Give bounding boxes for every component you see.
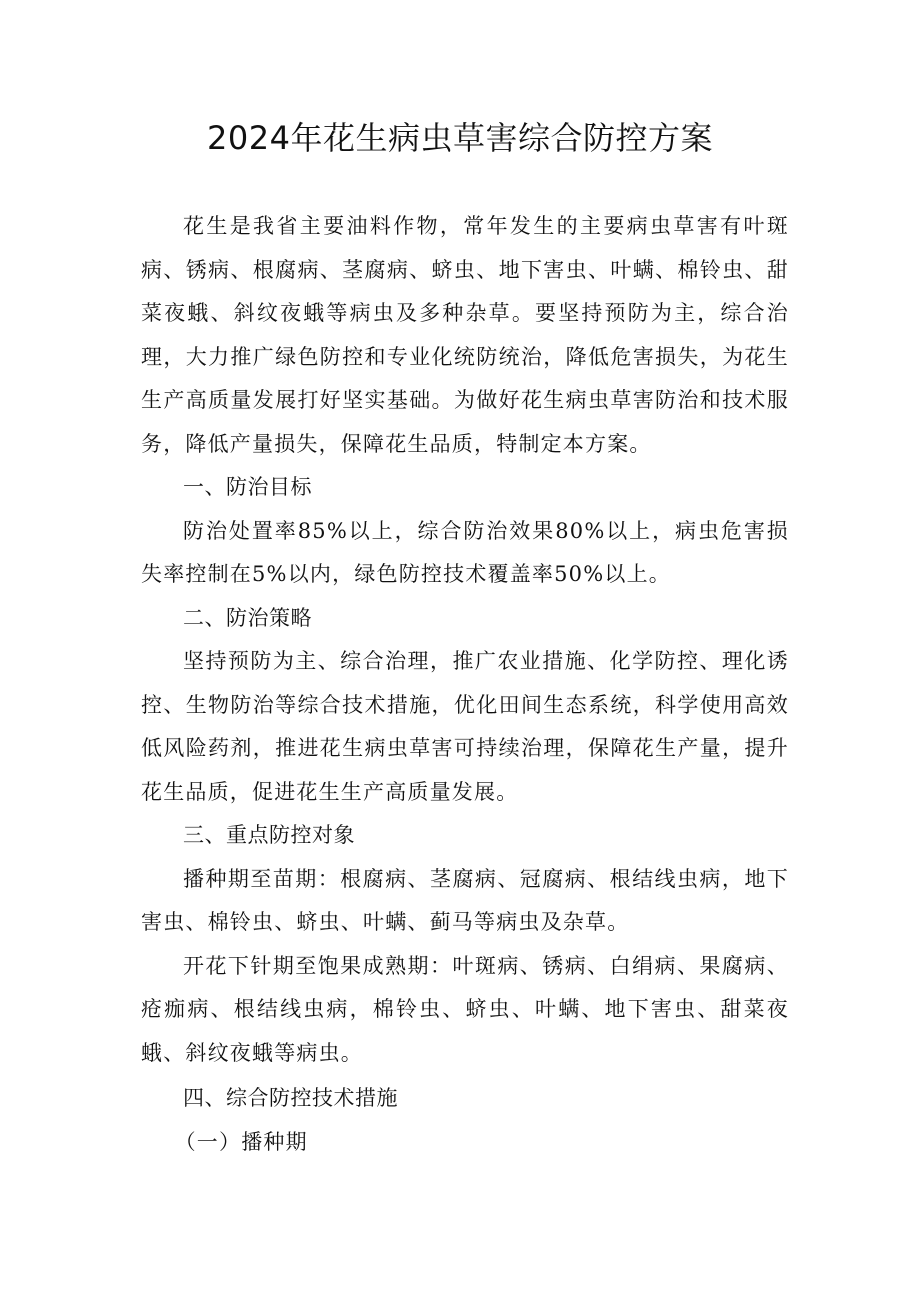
document-title: 2024年花生病虫草害综合防控方案	[207, 119, 713, 157]
targets-paragraph-flowering: 开花下针期至饱果成熟期：叶斑病、锈病、白绢病、果腐病、疮痂病、根结线虫病，棉铃虫、蛴虫、叶螨、地下害虫、甜菜夜蛾、斜纹夜蛾等病虫。	[141, 953, 789, 1065]
goals-paragraph: 防治处置率85%以上，综合防治效果80%以上，病虫危害损失率控制在5%以内，绿色防控技术覆盖率50%以上。	[141, 518, 789, 586]
document-body	[141, 205, 789, 1164]
section-heading-strategy: 二、防治策略	[183, 605, 312, 630]
subsection-heading-sowing: （一）播种期	[174, 1129, 308, 1154]
targets-paragraph-seedling: 播种期至苗期：根腐病、茎腐病、冠腐病、根结线虫病，地下害虫、棉铃虫、蛴虫、叶螨、蓟马等病虫及杂草。	[141, 866, 789, 934]
section-heading-targets: 三、重点防控对象	[183, 823, 355, 847]
section-heading-measures: 四、综合防控技术措施	[183, 1086, 398, 1110]
section-heading-goals: 一、防治目标	[183, 475, 312, 499]
strategy-paragraph: 坚持预防为主、综合治理，推广农业措施、化学防控、理化诱控、生物防治等综合技术措施，优化田间生态系统，科学使用高效低风险药剂，推进花生病虫草害可持续治理，保障花生产量，提升花生品质，促进花生生产高质量发展。	[141, 649, 789, 804]
intro-paragraph: 花生是我省主要油料作物，常年发生的主要病虫草害有叶斑病、锈病、根腐病、茎腐病、蛴虫、地下害虫、叶螨、棉铃虫、甜菜夜蛾、斜纹夜蛾等病虫及多种杂草。要坚持预防为主，综合治理，大力推广绿色防控和专业化统防统治，降低危害损失，为花生生产高质量发展打好坚实基础。为做好花生病虫草害防治和技术服务，降低产量损失，保障花生品质，特制定本方案。	[141, 214, 789, 456]
